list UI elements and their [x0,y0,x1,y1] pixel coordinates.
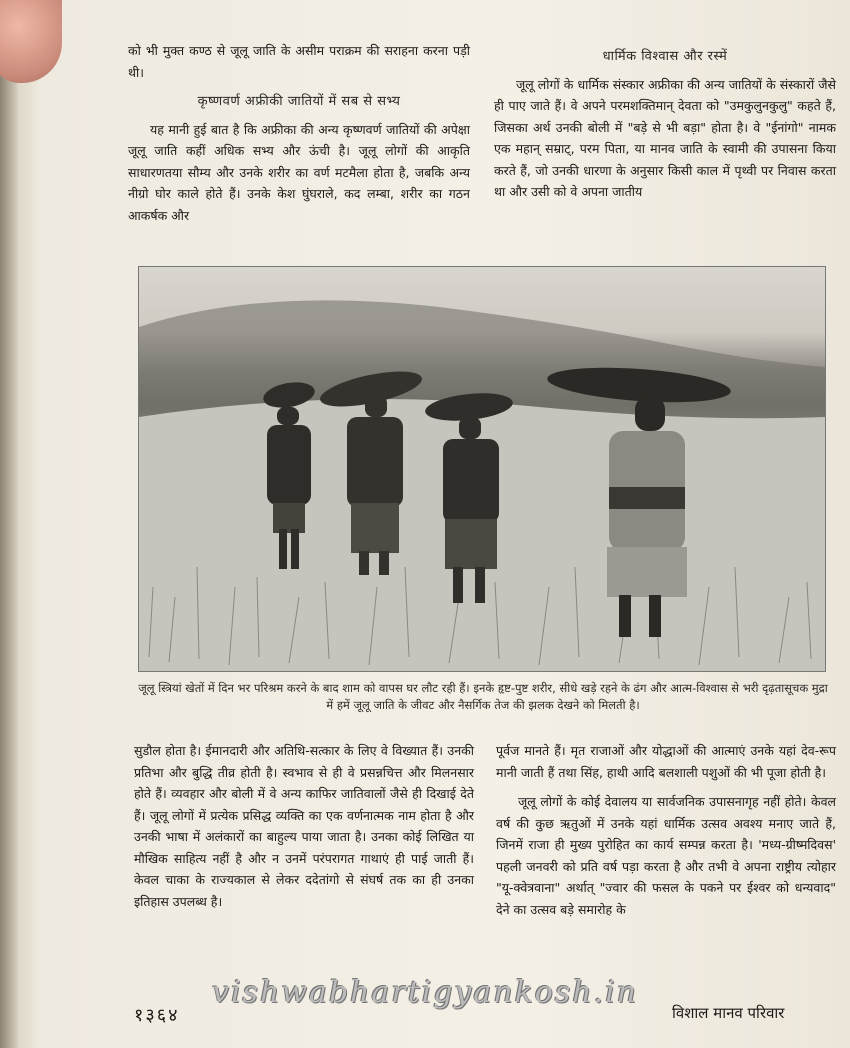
right-top-column [494,46,836,203]
left-bottom-column [134,740,474,912]
site-watermark: vishwabhartigyankosh.in [212,975,638,1010]
thumb [0,0,62,83]
paragraph-gap [496,783,836,791]
section-heading-religion: धार्मिक विश्वास और रस्में [602,49,728,64]
paragraph-festivals: जूलू लोगों के कोई देवालय या सार्वजनिक उपासनागृह नहीं होते। केवल वर्ष की कुछ ऋतुओं में उनके यहां धार्मिक उत्सव अवश्य मनाए जाते हैं, जिनमें राजा ही मुख्य पुरोहित का कार्य सम्पन्न करता है। 'मध्य-ग्रीष्मदिवस' पहली जनवरी को प्रति वर्ष पड़ा करता है और तभी वे अपना राष्ट्रीय त्योहार "यू-क्वेत्रवाना" अर्थात् "ज्वार की फसल के पकने पर ईश्वर को धन्यवाद" देने का उत्सव बड़े समारोह के [496,794,836,917]
section-heading-civilized: कृष्णवर्ण अफ्रीकी जातियों में सब से सभ्य [197,94,401,109]
photo-illustration [139,267,825,671]
zulu-women-photo [138,266,826,672]
paragraph-character: सुडौल होता है। ईमानदारी और अतिथि-सत्कार के लिए वे विख्यात हैं। उनकी प्रतिभा और बुद्धि तीव्र होती है। स्वभाव से ही वे प्रसन्नचित्त और मिलनसार होते हैं। व्यवहार और बोली में वे अन्य काफिर जातिवालों जैसे ही दिखाई देते हैं। जूलू लोगों में प्रत्येक प्रसिद्ध व्यक्ति का एक वर्णनात्मक नाम होता है और उनकी भाषा में अलंकारों का बाहुल्य पाया जाता है। उनका कोई लिखित या मौखिक साहित्य नहीं है और न उनमें परंपरागत गाथाएं ही पाई जाती हैं। केवल चाका के राज्यकाल से लेकर ददेतांगो से संघर्ष तक का ही उनका इतिहास उपलब्ध है। [134,743,474,909]
paragraph-ancestors: पूर्वज मानते हैं। मृत राजाओं और योद्धाओं की आत्माएं उनके यहां देव-रूप मानी जाती हैं तथा सिंह, हाथी आदि बलशाली पशुओं की भी पूजा होती है। [496,743,836,780]
right-bottom-column [496,740,836,920]
continued-text: को भी मुक्त कण्ठ से जूलू जाति के असीम पराक्रम की सराहना करना पड़ी थी। [128,43,470,80]
left-top-column [128,40,470,226]
book-spine [0,0,18,1048]
page-number: १३६४ [134,1005,180,1026]
paragraph-religion: जूलू लोगों के धार्मिक संस्कार अफ्रीका की अन्य जातियों के संस्कारों जैसे ही पाए जाते हैं। वे अपने परमशक्तिमान् देवता को "उमकुलुनकुलु" कहते हैं, जिसका अर्थ उनकी बोली में "बड़े से भी बड़ा" होता है। वे "ईनांगो" नामक एक महान् सम्राट्, परम पिता, या मानव जाति के स्वामी की उपासना किया करते हैं, जो उनकी धारणा के अनुसार किसी काल में पृथ्वी पर निवास करता था और उसी को वे अपना जातीय [494,76,836,199]
photo-caption: जूलू स्त्रियां खेतों में दिन भर परिश्रम करने के बाद शाम को वापस घर लौट रही हैं। इनके हृष्ट-पुष्ट शरीर, सीधे खड़े रहने के ढंग और आत्म-विश्वास से भरी दृढ़तासूचक मुद्रा में हमें जूलू जाति के जीवट और नैसर्गिक तेज की झलक देखने को मिलती है। [138,681,828,712]
running-title: विशाल मानव परिवार [672,1004,785,1022]
paragraph-civilized: यह मानी हुई बात है कि अफ्रीका की अन्य कृष्णवर्ण जातियों की अपेक्षा जूलू जाति कहीं अधिक सभ्य और ऊंची है। जूलू लोगों की आकृति साधारणतया सौम्य और उनके शरीर का वर्ण मटमैला होता है, जबकि अन्य नीग्रो घोर काले होते हैं। उनके केश घुंघराले, कद लम्बा, शरीर का गठन आकर्षक और [128,121,470,223]
